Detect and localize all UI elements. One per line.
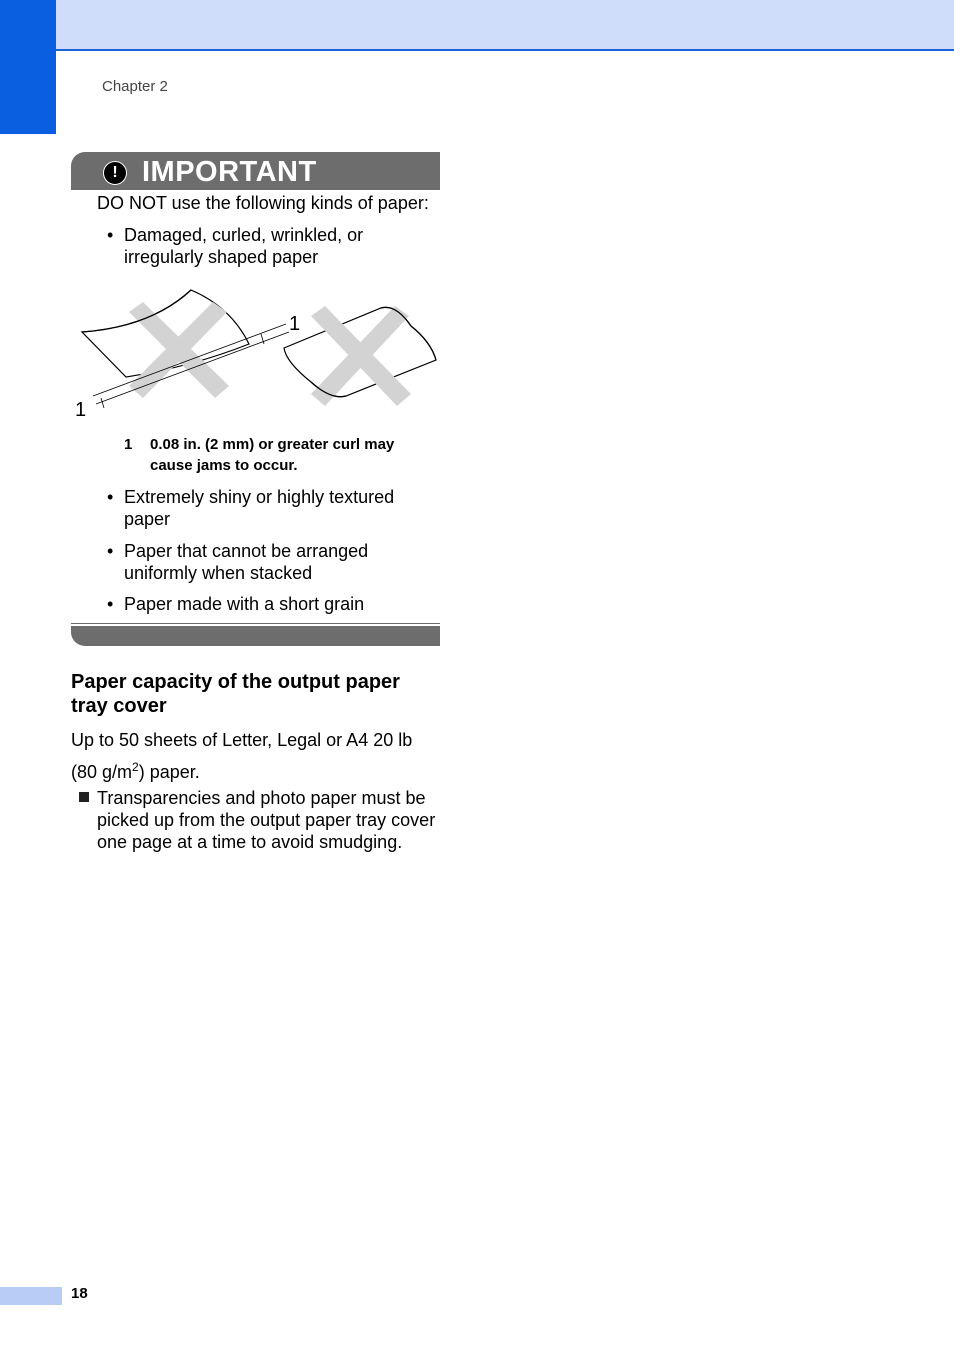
- para-superscript: 2: [132, 760, 139, 774]
- list-item-text: Damaged, curled, wrinkled, or irregularly shaped paper: [124, 225, 364, 267]
- list-item-text: Extremely shiny or highly textured paper: [124, 487, 395, 529]
- bullet-dot: •: [107, 541, 114, 561]
- bullet-dot: •: [107, 487, 114, 507]
- chapter-tab: [0, 0, 56, 134]
- chapter-label: Chapter 2: [102, 78, 168, 95]
- exclamation-icon: !: [103, 161, 127, 185]
- list-item-text: Paper made with a short grain: [124, 594, 365, 614]
- bullet-dot: •: [107, 594, 114, 614]
- important-footer-line: [71, 623, 440, 624]
- callout-label-right: 1: [289, 313, 301, 335]
- list-item-text: Transparencies and photo paper must be picked up from the output paper tray cover one page at a time to avoid smudging.: [97, 788, 436, 852]
- curled-paper-figure: [71, 282, 441, 422]
- footer-band: [0, 1287, 62, 1305]
- callout-label-left: 1: [75, 399, 87, 421]
- section-title: Paper capacity of the output paper tray cover: [71, 671, 400, 717]
- important-intro: DO NOT use the following kinds of paper:: [97, 193, 429, 213]
- page-number: 18: [71, 1285, 88, 1302]
- note-text: 0.08 in. (2 mm) or greater curl may cause jams to occur.: [150, 436, 395, 474]
- list-item-text: Paper that cannot be arranged uniformly when stacked: [124, 541, 369, 583]
- para-text-1: Up to 50 sheets of Letter, Legal or A4 20 lb (80 g/m: [71, 730, 413, 782]
- note-number: 1: [124, 436, 133, 453]
- important-title: IMPORTANT: [142, 156, 317, 188]
- important-header: [71, 152, 440, 190]
- header-band: [0, 0, 954, 51]
- bullet-dot: •: [107, 225, 114, 245]
- important-footer: [71, 626, 440, 646]
- square-bullet-icon: [79, 792, 89, 802]
- para-text-2: ) paper.: [138, 762, 200, 782]
- section-paragraph: [71, 727, 441, 786]
